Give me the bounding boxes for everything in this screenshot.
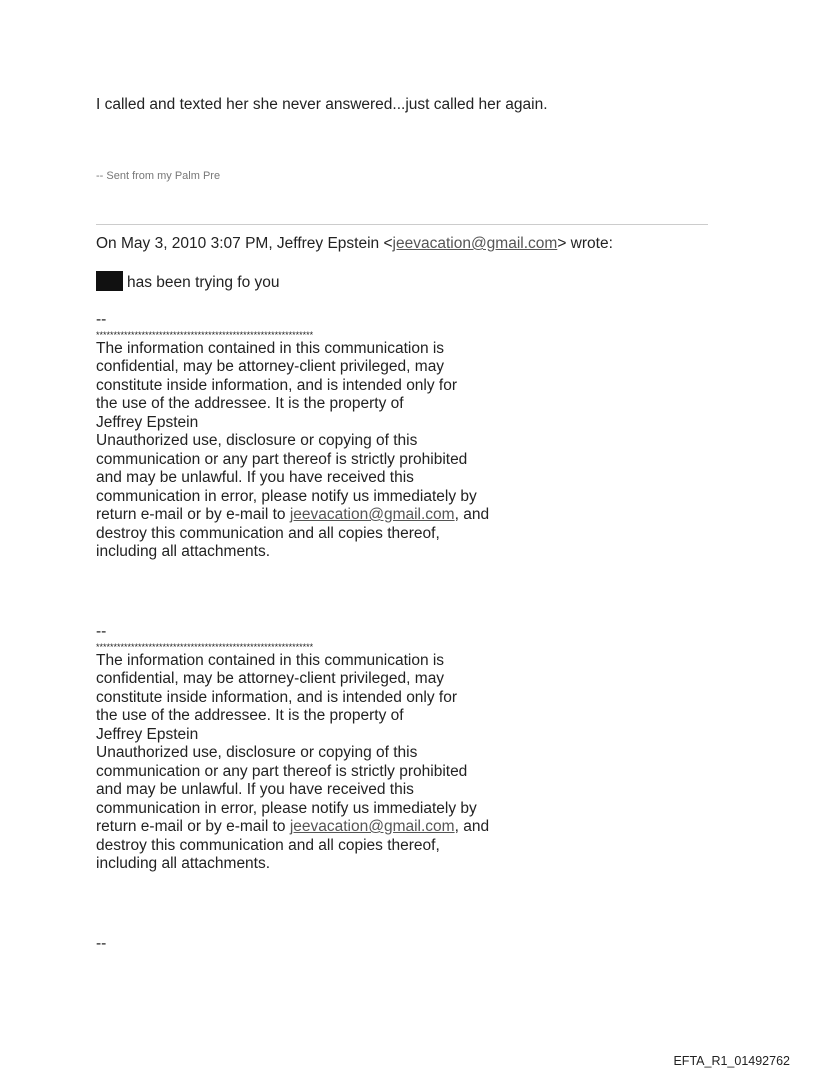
- quoted-header-prefix: On May 3, 2010 3:07 PM, Jeffrey Epstein <: [96, 235, 393, 252]
- disclaimer-line: and may be unlawful. If you have received this: [96, 469, 414, 486]
- return-prefix: return e-mail or by e-mail to: [96, 506, 290, 523]
- disclaimer-1: [96, 311, 489, 562]
- document-id: EFTA_R1_01492762: [673, 1054, 790, 1068]
- email-link[interactable]: jeevacation@gmail.com: [289, 818, 455, 835]
- disclaimer-line: including all attachments.: [96, 543, 271, 560]
- quoted-header-suffix: > wrote:: [557, 235, 613, 252]
- return-prefix: return e-mail or by e-mail to: [96, 818, 290, 835]
- disclaimer-line: communication in error, please notify us immediately by: [96, 487, 477, 505]
- disclaimer-line: communication or any part thereof is strictly prohibited: [96, 450, 468, 468]
- reply-body: I called and texted her she never answered...just called her again.: [96, 96, 548, 113]
- disclaimer-line: Unauthorized use, disclosure or copying of this: [96, 744, 418, 761]
- disclaimer-line: confidential, may be attorney-client privileged, may: [96, 670, 445, 687]
- disclaimer-line: Unauthorized use, disclosure or copying of this: [96, 432, 418, 449]
- email-link[interactable]: jeevacation@gmail.com: [289, 506, 455, 523]
- email-link[interactable]: jeevacation@gmail.com: [392, 235, 558, 252]
- disclaimer-line: the use of the addressee. It is the property of: [96, 395, 404, 412]
- disclaimer-line: and may be unlawful. If you have received this: [96, 781, 414, 798]
- disclaimer-line: communication or any part thereof is strictly prohibited: [96, 762, 468, 780]
- disclaimer-line: [96, 818, 489, 837]
- disclaimer-2: [96, 623, 489, 874]
- disclaimer-line: the use of the addressee. It is the property of: [96, 707, 404, 724]
- signature: -- Sent from my Palm Pre: [96, 170, 221, 182]
- disclaimer-line: constitute inside information, and is intended only for: [96, 688, 458, 706]
- disclaimer-dashes: --: [96, 311, 107, 328]
- return-suffix: , and: [454, 818, 490, 835]
- divider: [96, 224, 708, 225]
- quoted-message: [96, 271, 280, 293]
- disclaimer-line: communication in error, please notify us immediately by: [96, 799, 477, 817]
- disclaimer-dashes: --: [96, 623, 107, 640]
- return-suffix: , and: [454, 506, 490, 523]
- end-dashes: --: [96, 935, 107, 952]
- disclaimer-line: including all attachments.: [96, 855, 271, 872]
- disclaimer-line: Jeffrey Epstein: [96, 413, 199, 431]
- disclaimer-line: The information contained in this communication is: [96, 339, 445, 357]
- disclaimer-line: confidential, may be attorney-client privileged, may: [96, 358, 445, 375]
- disclaimer-line: constitute inside information, and is intended only for: [96, 376, 458, 394]
- disclaimer-stars: **************************************************************: [96, 641, 314, 652]
- disclaimer-line: [96, 506, 489, 525]
- disclaimer-stars: **************************************************************: [96, 329, 314, 340]
- quoted-header: [96, 235, 613, 254]
- redaction-box: [96, 271, 123, 291]
- disclaimer-line: Jeffrey Epstein: [96, 725, 199, 743]
- quoted-message-text: has been trying fo you: [127, 274, 280, 291]
- disclaimer-line: The information contained in this communication is: [96, 651, 445, 669]
- disclaimer-line: destroy this communication and all copies thereof,: [96, 524, 440, 542]
- disclaimer-line: destroy this communication and all copies thereof,: [96, 836, 440, 854]
